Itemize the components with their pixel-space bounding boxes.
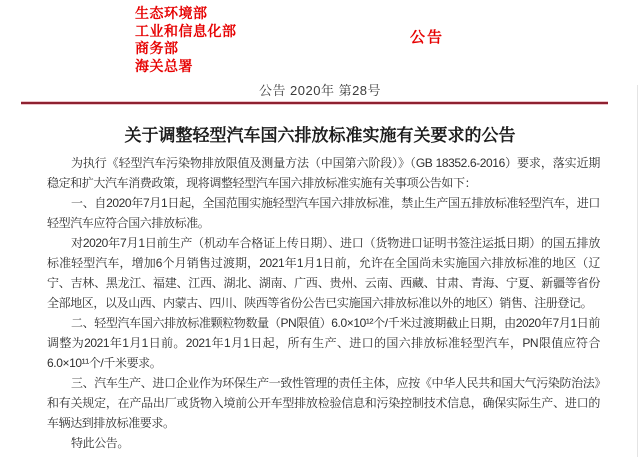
- ministry-name: 生态环境部: [135, 5, 208, 21]
- header-divider-line: [21, 102, 608, 104]
- document-number: 公告 2020年 第28号: [258, 83, 382, 98]
- ministry-name: 海关总署: [135, 57, 193, 74]
- bulletin-type-label: 公告: [410, 29, 445, 46]
- paragraph-section-1-transition: 对2020年7月1日前生产（机动车合格证上传日期）、进口（货物进口证明书签注运抵日期）的国五排放标准轻型汽车，增加6个月销售过渡期，2021年1月1日前，允许在全国尚未实施国六排放标准的地区（辽宁、吉林、黑龙江、福建、江西、湖北、湖南、广西、贵州、云南、西藏、甘肃、青海、宁夏、新疆等省份全部地区，以及山西、内蒙古、四川、陕西等省份公告已实施国六排放标准以外的地区）销售、注册登记。: [47, 236, 600, 310]
- ministry-name: 工业和信息化部: [135, 22, 237, 39]
- page-edge-line: [637, 85, 638, 457]
- paragraph-section-3: 三、汽车生产、进口企业作为环保生产一致性管理的责任主体，应按《中华人民共和国大气污染防治法》和有关规定，在产品出厂或货物入境前公开车型排放检验信息和污染控制技术信息，确保实际生产、进口的车辆达到排放标准要求。: [47, 376, 600, 430]
- paragraph-section-1: 一、自2020年7月1日起，全国范围实施轻型汽车国六排放标准，禁止生产国五排放标准轻型汽车，进口轻型汽车应符合国六排放标准。: [47, 196, 600, 230]
- paragraph-preamble: 为执行《轻型汽车污染物排放限值及测量方法（中国第六阶段）》（GB 18352.6-2016）要求，落实近期稳定和扩大汽车消费政策，现将调整轻型汽车国六排放标准实施有关事项公告如下：: [47, 156, 600, 190]
- issuing-ministries: [135, 5, 237, 75]
- paragraph-closing: 特此公告。: [71, 436, 130, 450]
- paragraph-section-2: 二、轻型汽车国六排放标准颗粒物数量（PN限值）6.0×10¹²个/千米过渡期截止日期，由2020年7月1日前调整为2021年1月1日前。2021年1月1日起，所有生产、进口的国六排放标准轻型汽车，PN限值应符合6.0×10¹¹个/千米要求。: [47, 316, 600, 370]
- ministry-name: 商务部: [135, 40, 179, 56]
- announcement-title: 关于调整轻型汽车国六排放标准实施有关要求的公告: [124, 126, 516, 145]
- announcement-body: [47, 153, 600, 453]
